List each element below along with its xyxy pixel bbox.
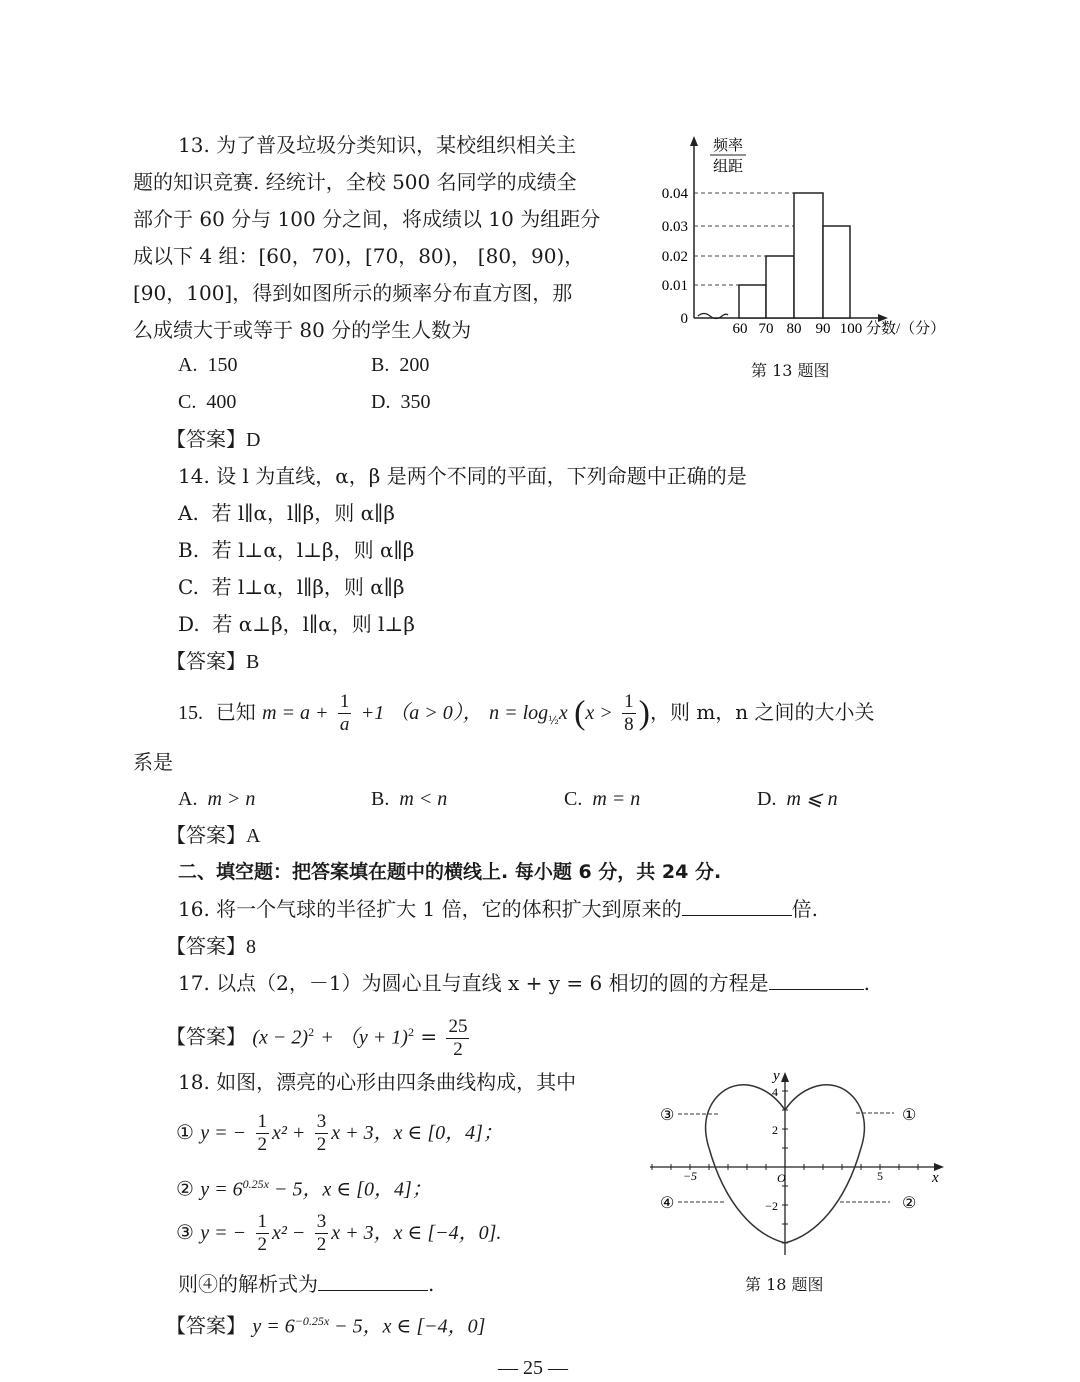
x-axis-label: 分数/（分）	[866, 321, 946, 337]
curve-2	[785, 1148, 861, 1243]
q13-option-b: B. 200	[371, 354, 430, 376]
q13-answer: 【答案】D	[166, 427, 261, 451]
q15-continuation: 系是	[133, 750, 173, 774]
bar-80-90	[794, 193, 823, 318]
q13-line-2: 题的知识竞赛. 经统计，全校 500 名同学的成绩全	[133, 170, 577, 194]
q13-figure-caption: 第 13 题图	[751, 361, 830, 380]
q17-answer-blank[interactable]	[769, 969, 864, 990]
svg-text:O: O	[777, 1171, 786, 1185]
q17-answer: 【答案】 $(x - 2)^2 + (y + 1)^2$ = $\frac{25}{2}$	[166, 1015, 468, 1060]
curve-label-1: ①	[902, 1107, 917, 1124]
y-axis-label-top: 频率	[712, 138, 744, 154]
svg-text:−2: −2	[765, 1199, 778, 1213]
q18-stem: 18. 如图，漂亮的心形由四条曲线构成，其中	[178, 1070, 577, 1094]
curve-4	[709, 1148, 785, 1243]
q13-line-1: 13. 为了普及垃圾分类知识，某校组织相关主	[178, 133, 577, 157]
bar-70-80	[766, 256, 794, 318]
svg-text:90: 90	[815, 321, 831, 337]
svg-text:0.01: 0.01	[661, 278, 688, 294]
q15-option-a: A. m > n	[178, 788, 256, 810]
curve-1	[785, 1085, 864, 1148]
q18-answer-blank[interactable]	[318, 1270, 428, 1291]
bar-90-100	[823, 226, 850, 318]
q13-line-4: 成以下 4 组：[60，70)，[70，80)， [80，90)，	[133, 244, 585, 268]
q16-answer-blank[interactable]	[682, 895, 792, 916]
q16-stem: 16. 将一个气球的半径扩大 1 倍，它的体积扩大到原来的 倍.	[178, 897, 818, 921]
svg-text:5: 5	[877, 1169, 883, 1183]
q14-option-b: B. 若 l⊥α，l⊥β，则 α∥β	[178, 538, 415, 562]
q18-figure-caption: 第 18 题图	[745, 1275, 824, 1294]
q17-stem: 17. 以点（2，－1）为圆心且与直线 x + y = 6 相切的圆的方程是 .	[178, 971, 870, 995]
svg-text:0.03: 0.03	[661, 219, 688, 235]
q15-stem: 15. 已知 m = a + $\frac{1}{a}$ +1 （a > 0）， $n = \log_{\frac{1}{2}}x$ (x > $\frac{1}{8}$ )，则 m，n 之间的大小关	[178, 691, 875, 735]
q18-heart-figure	[640, 1060, 960, 1260]
q14-option-d: D. 若 α⊥β，l∥α，则 l⊥β	[178, 612, 415, 636]
y-axis-label: y	[773, 1068, 780, 1084]
q18-answer: 【答案】 $y = 6^{-0.25x} - 5$，x ∈ [−4，0]	[166, 1313, 486, 1338]
q14-stem: 14. 设 l 为直线，α，β 是两个不同的平面，下列命题中正确的是	[178, 464, 747, 488]
q18-curve-1: ① y = − $\frac{1}{2}$ x² + $\frac{3}{2}$ x + 3，x ∈ [0，4]；	[176, 1111, 503, 1155]
svg-text:4: 4	[772, 1085, 778, 1099]
q13-line-5: [90，100]，得到如图所示的频率分布直方图，那	[133, 281, 573, 305]
svg-text:−5: −5	[682, 1169, 698, 1183]
svg-text:100: 100	[839, 321, 863, 337]
x-axis-label: x	[932, 1170, 939, 1186]
q15-option-d: D. m ⩽ n	[757, 788, 838, 810]
svg-text:80: 80	[786, 321, 802, 337]
svg-text:70: 70	[758, 321, 774, 337]
y-axis-label-bottom: 组距	[712, 159, 744, 175]
q16-answer: 【答案】8	[166, 934, 256, 958]
svg-text:0.02: 0.02	[661, 249, 688, 265]
q14-option-c: C. 若 l⊥α，l∥β，则 α∥β	[178, 575, 405, 599]
curve-label-3: ③	[660, 1107, 675, 1124]
curve-label-4: ④	[660, 1195, 675, 1212]
q18-ask: 则④的解析式为 .	[178, 1272, 435, 1296]
q18-curve-2: ② $y = 6^{0.25x} - 5$，x ∈ [0，4]；	[176, 1176, 432, 1201]
svg-text:0: 0	[680, 311, 688, 327]
curve-label-2: ②	[902, 1195, 917, 1212]
q14-option-a: A. 若 l∥α，l∥β，则 α∥β	[178, 501, 395, 525]
q13-line-3: 部介于 60 分与 100 分之间，将成绩以 10 为组距分	[133, 207, 601, 231]
q15-option-c: C. m = n	[564, 788, 641, 810]
q13-line-6: 么成绩大于或等于 80 分的学生人数为	[133, 318, 472, 342]
bar-60-70	[739, 285, 766, 318]
svg-text:0.04: 0.04	[661, 186, 688, 202]
svg-text:60: 60	[732, 321, 748, 337]
q15-answer: 【答案】A	[166, 823, 261, 847]
q14-answer: 【答案】B	[166, 649, 260, 673]
q13-option-a: A. 150	[178, 354, 238, 376]
q13-histogram	[640, 130, 960, 390]
svg-text:2: 2	[772, 1123, 778, 1137]
q15-option-b: B. m < n	[371, 788, 448, 810]
q18-curve-3: ③ y = − $\frac{1}{2}$ x² − $\frac{3}{2}$ x + 3，x ∈ [−4，0].	[176, 1211, 502, 1255]
section-2-heading: 二、填空题：把答案填在题中的横线上. 每小题 6 分，共 24 分.	[178, 861, 722, 883]
page-number: — 25 —	[498, 1357, 568, 1379]
q13-option-d: D. 350	[371, 391, 431, 413]
q13-option-c: C. 400	[178, 391, 237, 413]
